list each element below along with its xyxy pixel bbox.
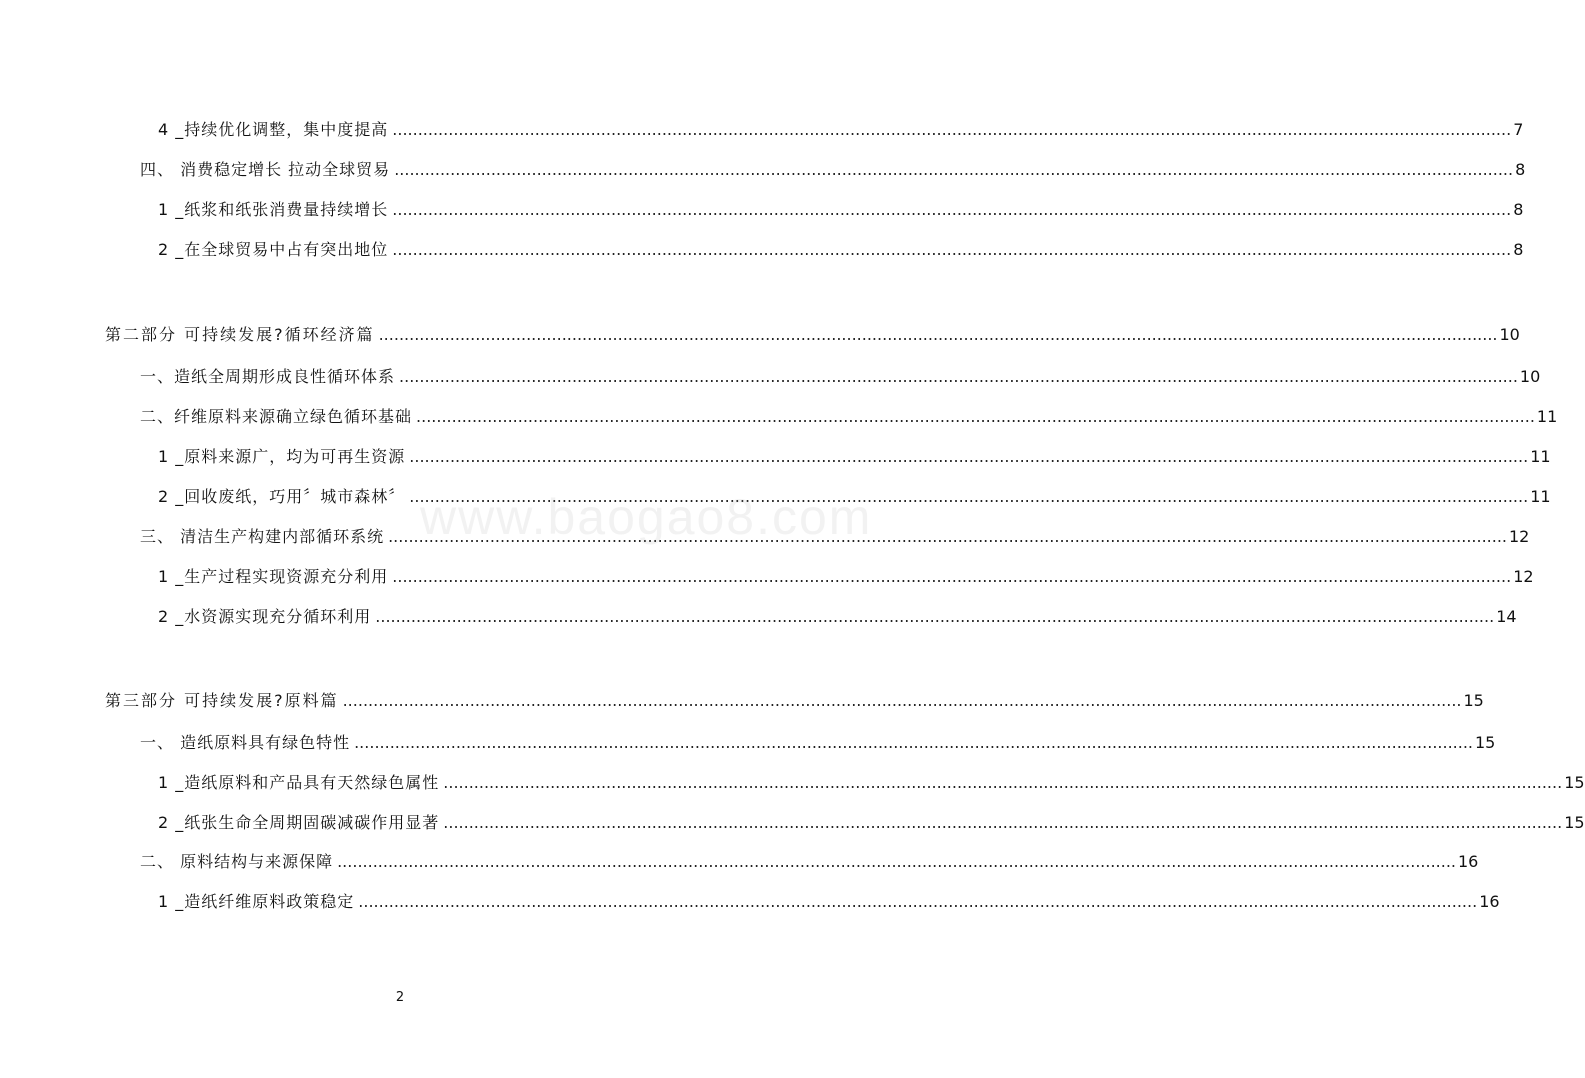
toc-entry-page: 8 [1513, 200, 1524, 219]
toc-entry[interactable] [140, 406, 1558, 428]
toc-entry-page: 16 [1479, 892, 1500, 911]
toc-entry-title: 4 _持续优化调整，集中度提高 [158, 120, 389, 139]
toc-entry-page: 15 [1475, 733, 1496, 752]
toc-entry-title: 第二部分 可持续发展?循环经济篇 [105, 325, 375, 344]
dot-leader [392, 239, 1511, 261]
toc-entry[interactable] [140, 526, 1530, 548]
toc-entry[interactable] [158, 119, 1524, 141]
toc-entry-title: 1 _纸浆和纸张消费量持续增长 [158, 200, 389, 219]
toc-entry[interactable] [140, 851, 1479, 873]
dot-leader [443, 772, 1562, 794]
dot-leader [337, 851, 1456, 873]
dot-leader [379, 324, 1498, 346]
toc-entry[interactable] [158, 566, 1534, 588]
toc-entry[interactable] [158, 772, 1585, 794]
watermark: www.baogao8.com [420, 489, 873, 545]
dot-leader [343, 690, 1462, 712]
toc-entry[interactable] [158, 486, 1551, 508]
toc-entry-title: 二、纤维原料来源确立绿色循环基础 [140, 407, 413, 426]
toc-entry-title: 1 _造纸原料和产品具有天然绿色属性 [158, 773, 440, 792]
dot-leader [409, 486, 1528, 508]
toc-entry-page: 11 [1530, 447, 1551, 466]
toc-entry-title: 1 _原料来源广，均为可再生资源 [158, 447, 406, 466]
dot-leader [392, 119, 1511, 141]
toc-entry[interactable] [140, 159, 1526, 181]
toc-entry-title: 2 _回收废纸，巧用〞城市森林〞 [158, 487, 406, 506]
page-number: 2 [395, 990, 405, 1005]
toc-entry-title: 2 _水资源实现充分循环利用 [158, 607, 372, 626]
toc-entry-title: 2 _纸张生命全周期固碳减碳作用显著 [158, 813, 440, 832]
dot-leader [409, 446, 1528, 468]
dot-leader [375, 606, 1494, 628]
toc-entry-page: 15 [1564, 813, 1585, 832]
dot-leader [388, 526, 1507, 548]
dot-leader [394, 159, 1513, 181]
toc-entry-page: 10 [1519, 367, 1541, 386]
toc-part-heading[interactable] [105, 324, 1520, 346]
toc-entry-title: 三、 清洁生产构建内部循环系统 [140, 527, 385, 546]
dot-leader [392, 566, 1511, 588]
dot-leader [354, 732, 1473, 754]
toc-entry[interactable] [158, 606, 1517, 628]
toc-entry-page: 8 [1513, 240, 1524, 259]
toc-entry-title: 2 _在全球贸易中占有突出地位 [158, 240, 389, 259]
toc-entry-title: 二、 原料结构与来源保障 [140, 852, 334, 871]
toc-entry-page: 16 [1458, 852, 1479, 871]
toc-entry-page: 12 [1509, 527, 1530, 546]
toc-entry-page: 8 [1515, 160, 1526, 179]
toc-entry-title: 第三部分 可持续发展?原料篇 [105, 691, 339, 710]
dot-leader [358, 891, 1477, 913]
toc-entry-page: 15 [1463, 691, 1484, 710]
toc-entry-page: 14 [1496, 607, 1517, 626]
dot-leader [416, 406, 1535, 428]
toc-entry[interactable] [158, 199, 1524, 221]
toc-entry-title: 1 _生产过程实现资源充分利用 [158, 567, 389, 586]
dot-leader [392, 199, 1511, 221]
toc-entry-page: 12 [1513, 567, 1534, 586]
toc-entry[interactable] [158, 446, 1551, 468]
toc-entry-page: 7 [1513, 120, 1524, 139]
toc-entry-title: 一、造纸全周期形成良性循环体系 [140, 367, 396, 386]
dot-leader [443, 812, 1562, 834]
toc-entry[interactable] [140, 366, 1541, 388]
toc-entry-title: 四、 消费稳定增长 拉动全球贸易 [140, 160, 391, 179]
toc-entry[interactable] [158, 812, 1585, 834]
toc-entry[interactable] [158, 239, 1524, 261]
toc-entry-page: 15 [1564, 773, 1585, 792]
dot-leader [399, 366, 1518, 388]
toc-entry-page: 11 [1536, 407, 1558, 426]
toc-entry-page: 11 [1530, 487, 1551, 506]
toc-part-heading[interactable] [105, 690, 1484, 712]
toc-entry[interactable] [140, 732, 1496, 754]
toc-entry-title: 一、 造纸原料具有绿色特性 [140, 733, 351, 752]
toc-entry-page: 10 [1499, 325, 1520, 344]
toc-entry[interactable] [158, 891, 1500, 913]
toc-entry-title: 1 _造纸纤维原料政策稳定 [158, 892, 355, 911]
